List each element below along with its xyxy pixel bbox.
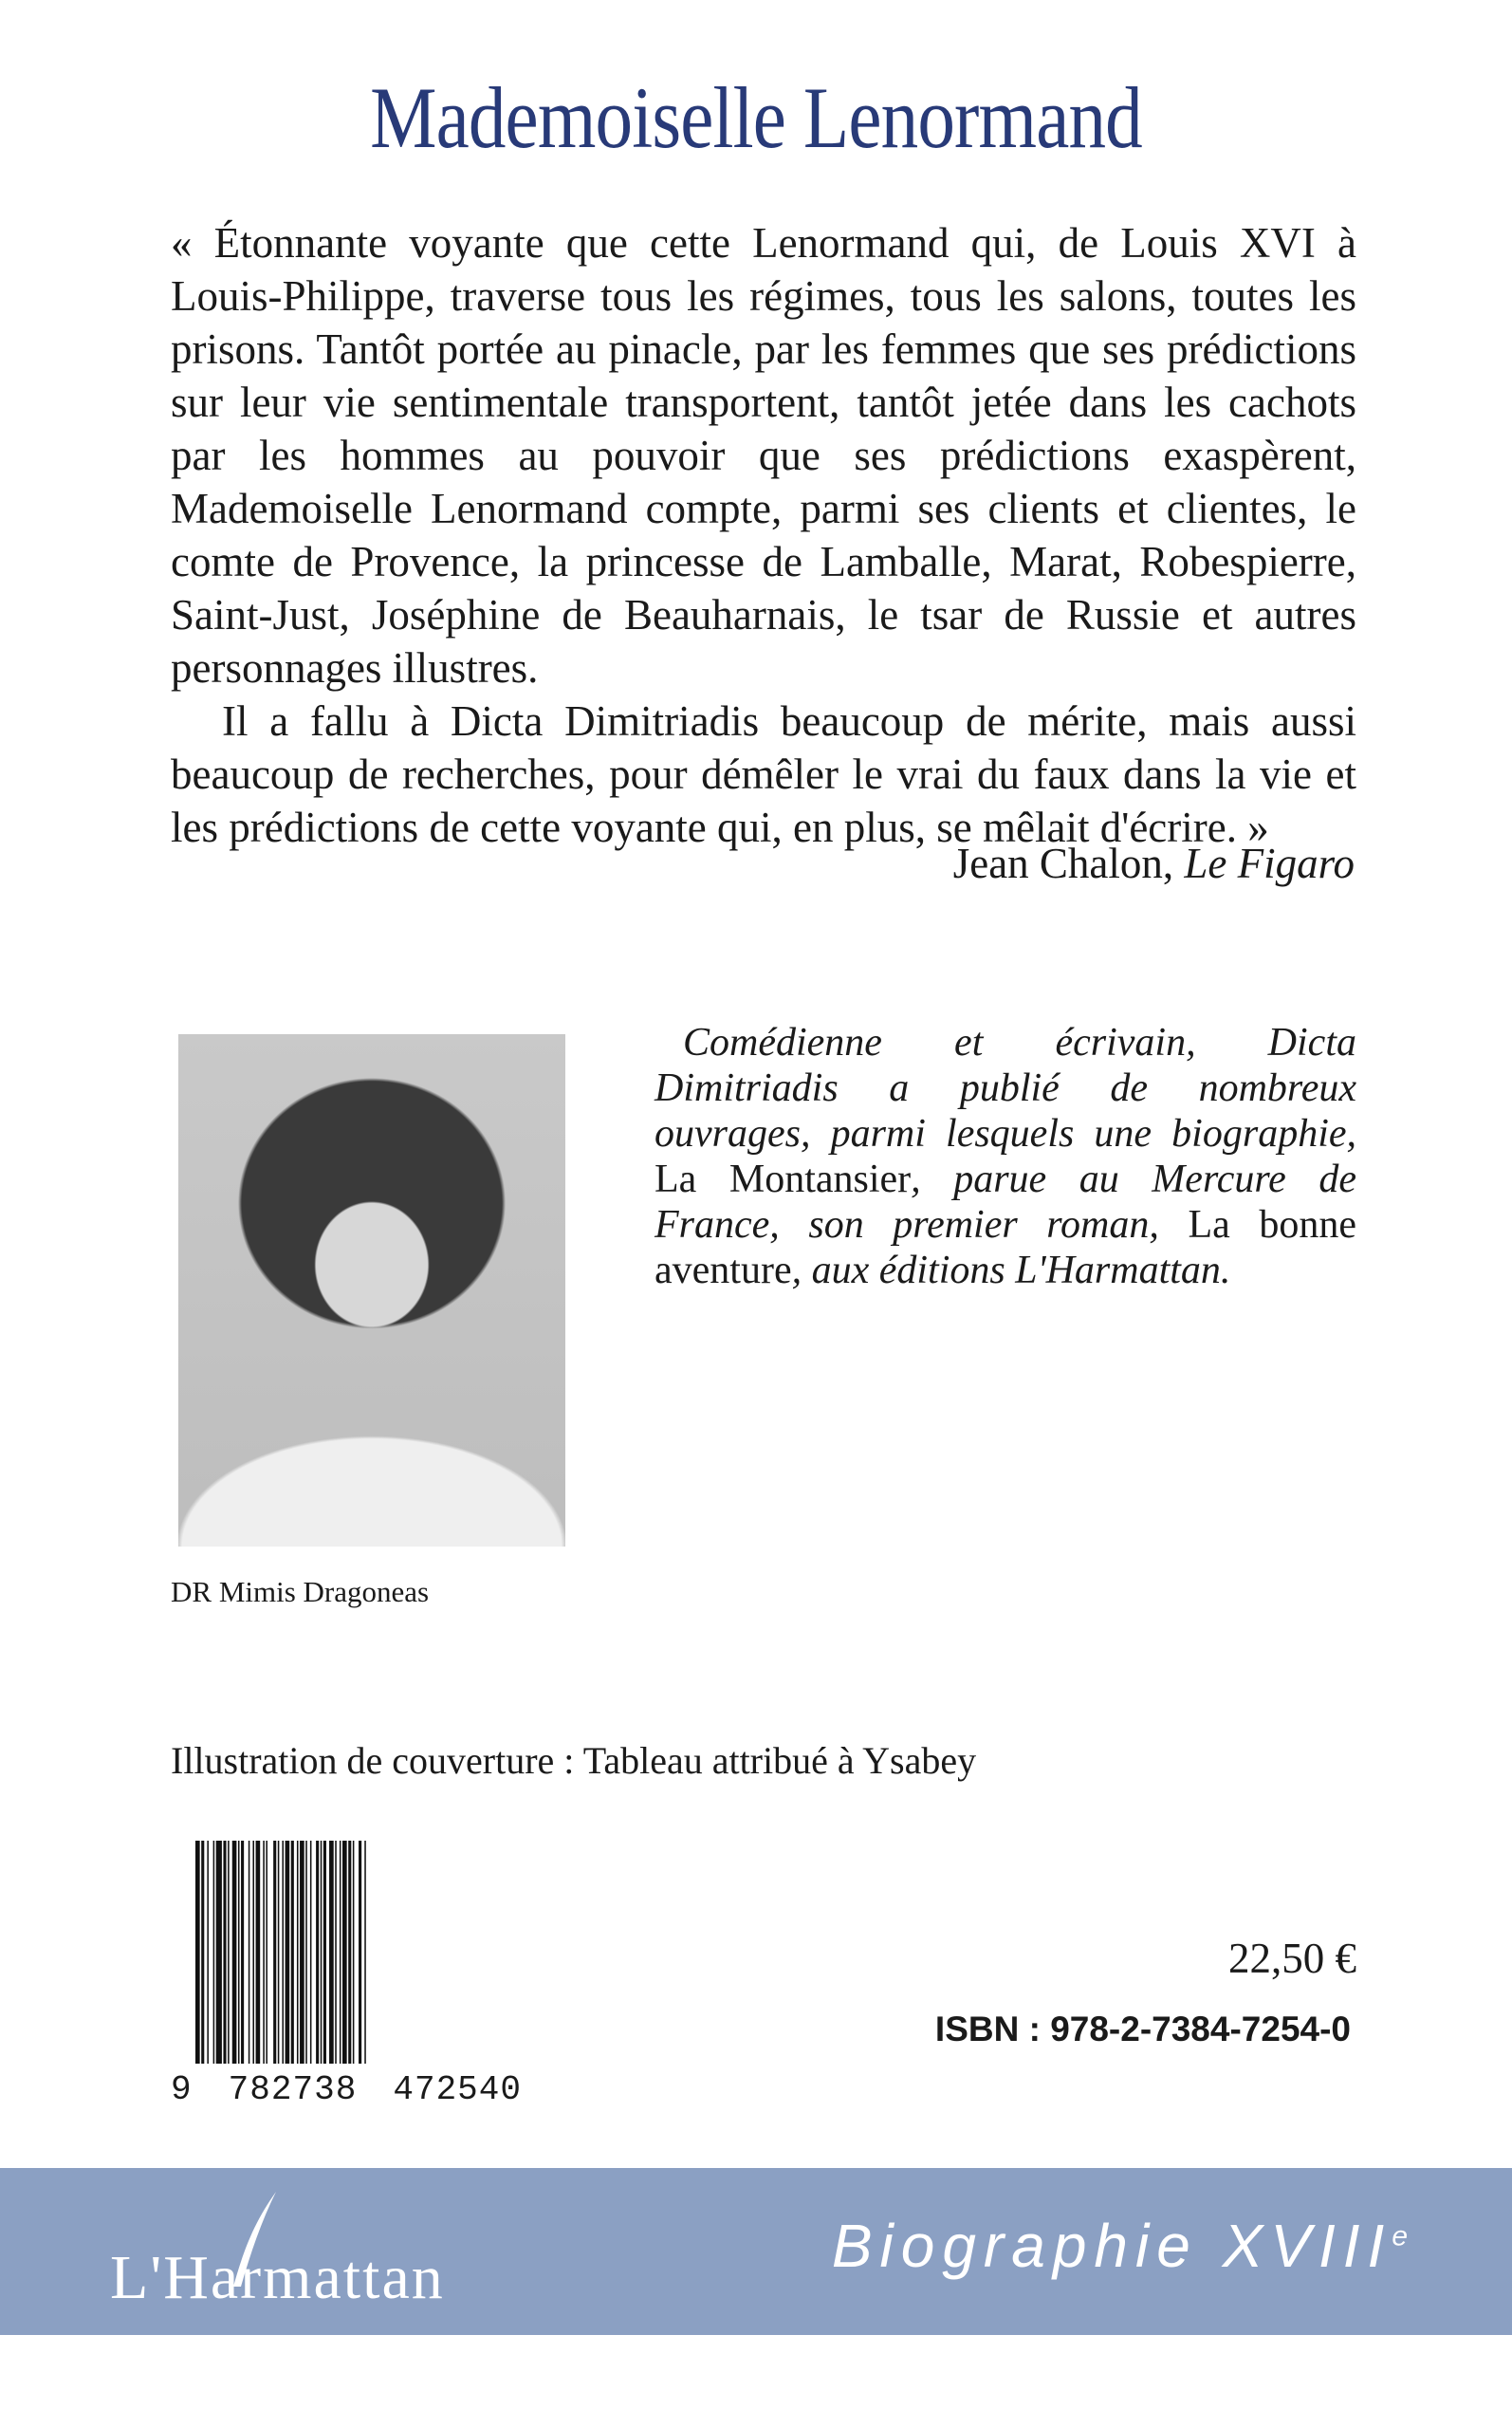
barcode-bar: [223, 1841, 226, 2064]
attribution-publication: Le Figaro: [1184, 840, 1355, 887]
barcode-bar: [291, 1841, 294, 2064]
bio-part-3: , aux éditions L'Harmattan.: [791, 1249, 1231, 1292]
barcode-bar: [348, 1841, 351, 2064]
barcode-bar: [364, 1841, 366, 2064]
barcode-digit-group: 9: [171, 2070, 193, 2109]
author-photo: [178, 1034, 565, 1547]
barcode-bar: [216, 1841, 222, 2064]
barcode-bar: [329, 1841, 334, 2064]
barcode-digits: [171, 2070, 522, 2109]
barcode-bar: [335, 1841, 337, 2064]
barcode-bar: [321, 1841, 323, 2064]
barcode-bar: [278, 1841, 280, 2064]
barcode: [195, 1841, 518, 2064]
bio-part-1: Comédienne et écrivain, Dicta Dimitriadis a publié de nombreux ouvrages, parmi lesquels une biographie,: [655, 1021, 1356, 1156]
isbn: ISBN : 978-2-7384-7254-0: [934, 2010, 1351, 2048]
barcode-bar: [263, 1841, 265, 2064]
barcode-bar: [249, 1841, 250, 2064]
barcode-bar: [323, 1841, 326, 2064]
quote-paragraph-1: « Étonnante voyante que cette Lenormand qui, de Louis XVI à Louis-Philippe, traverse tous les régimes, tous les salons, toutes les prisons. Tantôt portée au pinacle, par les femmes que ses prédictions sur leur vie sentimentale transportent, tantôt jetée dans les cachots par les hommes au pouvoir que ses prédictions exaspèrent, Mademoiselle Lenormand compte, parmi ses clients et clientes, le comte de Provence, la princesse de Lamballe, Marat, Robespierre, Saint-Just, Joséphine de Beauharnais, le tsar de Russie et autres personnages illustres.: [171, 219, 1356, 692]
barcode-bar: [286, 1841, 290, 2064]
barcode-bar: [207, 1841, 209, 2064]
barcode-bar: [340, 1841, 341, 2064]
barcode-bar: [256, 1841, 261, 2064]
barcode-bar: [305, 1841, 307, 2064]
series-suffix: e: [1392, 2220, 1408, 2252]
series-label: [832, 2211, 1408, 2281]
book-title: Mademoiselle Lenormand: [370, 69, 1142, 166]
price: 22,50 €: [1228, 1935, 1356, 1982]
quote-attribution: [953, 837, 1355, 890]
quote-paragraph-2: Il a fallu à Dicta Dimitriadis beaucoup de mérite, mais aussi beaucoup de recherches, pour démêler le vrai du faux dans la vie et les prédictions de cette voyante qui, en plus, se mêlait d'écrire. »: [171, 697, 1356, 851]
barcode-bar: [359, 1841, 361, 2064]
publisher-name: L'Harmattan: [110, 2243, 445, 2312]
barcode-bar: [310, 1841, 312, 2064]
author-bio: [655, 1020, 1356, 1293]
illustration-credit: Illustration de couverture : Tableau attribué à Ysabey: [171, 1739, 977, 1782]
barcode-bar: [300, 1841, 304, 2064]
barcode-bar: [282, 1841, 284, 2064]
barcode-bar: [252, 1841, 254, 2064]
barcode-bar: [353, 1841, 355, 2064]
barcode-bar: [316, 1841, 319, 2064]
barcode-bar: [195, 1841, 200, 2064]
barcode-bar: [213, 1841, 215, 2064]
barcode-bar: [238, 1841, 240, 2064]
barcode-bar: [266, 1841, 267, 2064]
barcode-bar: [232, 1841, 237, 2064]
photo-credit: DR Mimis Dragoneas: [171, 1575, 430, 1608]
barcode-bar: [273, 1841, 276, 2064]
publisher-logo: [110, 2187, 470, 2320]
series-name: Biographie XVIII: [831, 2212, 1392, 2280]
barcode-bar: [241, 1841, 244, 2064]
bio-book-title-2: La bonne aventure: [655, 1203, 1356, 1292]
barcode-bar: [228, 1841, 230, 2064]
bio-part-2: , parue au Mercure de France, son premier roman,: [655, 1158, 1356, 1247]
barcode-bar: [297, 1841, 299, 2064]
barcode-digit-group: 472540: [393, 2070, 522, 2109]
attribution-author: Jean Chalon,: [952, 840, 1185, 887]
barcode-bar: [201, 1841, 204, 2064]
press-quote: [171, 216, 1356, 854]
barcode-bar: [342, 1841, 347, 2064]
barcode-digit-group: 782738: [228, 2070, 358, 2109]
bio-book-title-1: La Montansier: [655, 1158, 912, 1201]
